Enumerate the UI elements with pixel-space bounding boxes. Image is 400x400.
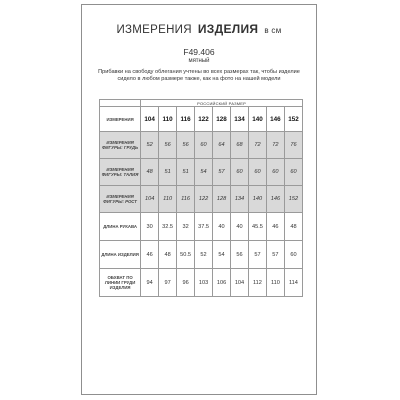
size-chart-sheet — [81, 4, 317, 395]
value-cell: 48 — [141, 159, 159, 186]
value-cell: 32 — [177, 213, 195, 241]
row-label: ОБХВАТ ПО ЛИНИИ ГРУДИ ИЗДЕЛИЯ — [100, 269, 141, 297]
value-cell: 50.5 — [177, 241, 195, 269]
value-cell: 72 — [266, 132, 284, 159]
value-cell: 46 — [266, 213, 284, 241]
title-word-product: ИЗДЕЛИЯ — [197, 22, 259, 36]
value-cell: 32.5 — [159, 213, 177, 241]
value-cell: 128 — [213, 186, 231, 213]
figure-measurement-row — [100, 132, 303, 159]
value-cell: 51 — [159, 159, 177, 186]
value-cell: 76 — [284, 132, 302, 159]
size-cell: 104 — [141, 107, 159, 132]
size-cell: 152 — [284, 107, 302, 132]
value-cell: 114 — [284, 269, 302, 297]
sizes-row-label: ИЗМЕРЕНИЯ — [100, 107, 141, 132]
value-cell: 52 — [195, 241, 213, 269]
size-cell: 122 — [195, 107, 213, 132]
size-cell: 140 — [248, 107, 266, 132]
value-cell: 97 — [159, 269, 177, 297]
row-label: ИЗМЕРЕНИЯ ФИГУРЫ: ТАЛИЯ — [100, 159, 141, 186]
title-unit: в см — [264, 26, 282, 35]
value-cell: 134 — [231, 186, 249, 213]
value-cell: 51 — [177, 159, 195, 186]
value-cell: 48 — [284, 213, 302, 241]
value-cell: 56 — [159, 132, 177, 159]
size-cell: 128 — [213, 107, 231, 132]
value-cell: 146 — [266, 186, 284, 213]
value-cell: 56 — [231, 241, 249, 269]
value-cell: 57 — [266, 241, 284, 269]
value-cell: 152 — [284, 186, 302, 213]
value-cell: 103 — [195, 269, 213, 297]
value-cell: 60 — [231, 159, 249, 186]
size-table — [99, 99, 303, 297]
table-group-header-row — [100, 100, 303, 107]
value-cell: 96 — [177, 269, 195, 297]
value-cell: 104 — [231, 269, 249, 297]
value-cell: 60 — [248, 159, 266, 186]
title-word-measurements: ИЗМЕРЕНИЯ — [116, 24, 192, 36]
value-cell: 64 — [213, 132, 231, 159]
row-label: ИЗМЕРЕНИЯ ФИГУРЫ: ГРУДЬ — [100, 132, 141, 159]
value-cell: 37.5 — [195, 213, 213, 241]
value-cell: 30 — [141, 213, 159, 241]
value-cell: 40 — [231, 213, 249, 241]
size-cell: 116 — [177, 107, 195, 132]
table-corner-cell — [100, 100, 141, 107]
value-cell: 57 — [213, 159, 231, 186]
russian-size-header: РОССИЙСКИЙ РАЗМЕР — [141, 100, 303, 107]
figure-measurement-row — [100, 186, 303, 213]
size-cell: 146 — [266, 107, 284, 132]
product-measurement-row — [100, 269, 303, 297]
size-cell: 110 — [159, 107, 177, 132]
size-cell: 134 — [231, 107, 249, 132]
figure-measurement-row — [100, 159, 303, 186]
page-title — [82, 22, 316, 36]
value-cell: 56 — [177, 132, 195, 159]
value-cell: 60 — [284, 159, 302, 186]
article-number: F49.406 — [183, 47, 215, 57]
product-measurement-row — [100, 241, 303, 269]
value-cell: 60 — [266, 159, 284, 186]
fit-note: Прибавки на свободу облегания учтены во всех размерах так, чтобы изделие сидело в любом размере также, как на фото на нашей модели — [98, 69, 300, 83]
value-cell: 57 — [248, 241, 266, 269]
value-cell: 104 — [141, 186, 159, 213]
value-cell: 48 — [159, 241, 177, 269]
value-cell: 110 — [266, 269, 284, 297]
value-cell: 40 — [213, 213, 231, 241]
row-label: ДЛИНА РУКАВА — [100, 213, 141, 241]
color-name: мятный — [188, 58, 210, 64]
size-row — [100, 107, 303, 132]
value-cell: 112 — [248, 269, 266, 297]
value-cell: 60 — [284, 241, 302, 269]
value-cell: 94 — [141, 269, 159, 297]
row-label: ИЗМЕРЕНИЯ ФИГУРЫ: РОСТ — [100, 186, 141, 213]
value-cell: 140 — [248, 186, 266, 213]
product-measurement-row — [100, 213, 303, 241]
row-label: ДЛИНА ИЗДЕЛИЯ — [100, 241, 141, 269]
value-cell: 122 — [195, 186, 213, 213]
value-cell: 54 — [195, 159, 213, 186]
value-cell: 110 — [159, 186, 177, 213]
value-cell: 60 — [195, 132, 213, 159]
value-cell: 68 — [231, 132, 249, 159]
value-cell: 116 — [177, 186, 195, 213]
value-cell: 106 — [213, 269, 231, 297]
value-cell: 46 — [141, 241, 159, 269]
value-cell: 52 — [141, 132, 159, 159]
value-cell: 45.5 — [248, 213, 266, 241]
value-cell: 72 — [248, 132, 266, 159]
value-cell: 54 — [213, 241, 231, 269]
